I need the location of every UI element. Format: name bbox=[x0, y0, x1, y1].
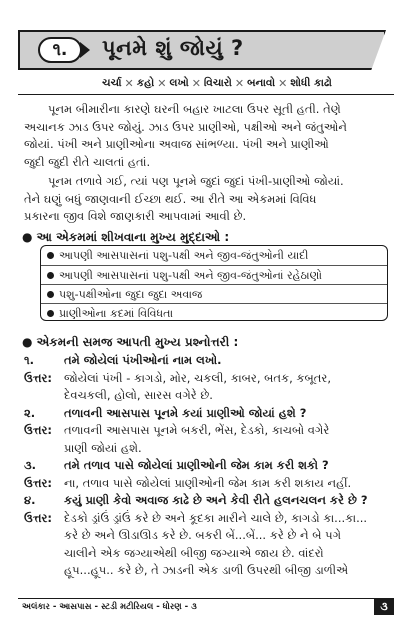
paragraph-line: જુદી જુદી રીતે ચાલતાં હતાં. bbox=[24, 154, 151, 169]
answer-row bbox=[24, 510, 392, 528]
activity-find: શોધી કાઢો bbox=[290, 76, 332, 89]
answer-text: જોયેલાં પંખી - કાગડો, મોર, ચકલી, કાબર, બતક, કબૂતર, bbox=[64, 370, 331, 385]
answer-text: ચાલીને એક જગ્યાએથી બીજી જગ્યાએ જાય છે. વાંદરો bbox=[64, 545, 324, 560]
separator-icon: ✕ bbox=[157, 76, 167, 90]
question-text: તમે જોયેલાં પંખીઓનાં નામ લખો. bbox=[64, 353, 222, 367]
question-number: ૨. bbox=[24, 405, 36, 420]
qa-section bbox=[24, 352, 392, 580]
paragraph-line: જોયાં. પંખી અને પ્રાણીઓના અવાજ સાંભળ્યા. પંખી અને પ્રાણીઓ bbox=[24, 137, 329, 151]
arrow-icon bbox=[80, 42, 90, 58]
bullet-icon bbox=[47, 272, 54, 279]
answer-text: કરે છે અને ઊડાઊડ કરે છે. બકરી બેં...બેં... કરે છે ને બે પગે bbox=[64, 528, 341, 542]
question-number: ૪. bbox=[24, 493, 36, 507]
answer-label: ઉત્તર: bbox=[24, 475, 53, 490]
question-row bbox=[24, 457, 392, 475]
question-text: તળાવની આસપાસ પૂનમે કયાં પ્રાણીઓ જોયાં હશે ? bbox=[64, 405, 307, 420]
bullet-icon bbox=[47, 291, 54, 298]
paragraph-line: પ્રકારના જીવ વિશે જાણકારી આપવામાં આવી છે. bbox=[24, 209, 247, 223]
paragraph-line: પૂનમ બીમારીના કારણે ઘરની બહાર ખાટલા ઉપર સૂતી હતી. તેણે bbox=[48, 102, 341, 116]
separator-icon: ✕ bbox=[278, 76, 288, 90]
question-row bbox=[24, 405, 392, 423]
intro-paragraph-2 bbox=[24, 173, 390, 226]
question-row bbox=[24, 352, 392, 370]
page-footer bbox=[18, 598, 394, 616]
answer-label: ઉત્તર: bbox=[24, 423, 53, 437]
footer-text: અલંકાર - આસપાસ - સ્ટડી મટીરિયલ - ધોરણ - ૩ bbox=[22, 602, 197, 612]
answer-text: દેવચકલી, હોલો, સારસ વગેરે છે. bbox=[64, 388, 213, 402]
intro-paragraph-1 bbox=[24, 101, 390, 171]
list-item bbox=[41, 246, 387, 265]
answer-row bbox=[24, 527, 392, 545]
answer-row bbox=[24, 387, 392, 405]
list-item-text: પ્રાણીઓના કદમાં વિવિધતા bbox=[59, 307, 174, 320]
paragraph-line: પૂનમ તળાવે ગઈ, ત્યાં પણ પૂનમે જુદાં જુદાં પંખી-પ્રાણીઓ જોયાં. bbox=[48, 174, 344, 188]
question-text: તમે તળાવ પાસે જોયેલાં પ્રાણીઓની જેમ કામ કરી શકો ? bbox=[64, 458, 329, 472]
answer-row bbox=[24, 422, 392, 440]
answer-label: ઉત્તર: bbox=[24, 510, 53, 525]
activity-write: લખો bbox=[169, 76, 189, 89]
separator-icon: ✕ bbox=[191, 76, 201, 90]
list-item-text: આપણી આસપાસનાં પશુ-પક્ષી અને જીવ-જંતુઓની યાદી bbox=[59, 249, 309, 262]
qa-heading: ● એકમની સમજ આપતી મુખ્ય પ્રશ્નોત્તરી : bbox=[22, 335, 239, 349]
list-item-text: આપણી આસપાસનાં પશુ-પક્ષી અને જીવ-જંતુઓનાં રહેઠાણો bbox=[59, 269, 322, 282]
activity-tell: કહો bbox=[136, 76, 155, 89]
list-item bbox=[41, 284, 387, 303]
answer-row bbox=[24, 562, 392, 580]
activity-strip bbox=[52, 74, 382, 92]
activity-discuss: ચર્ચા bbox=[102, 76, 122, 89]
separator-icon: ✕ bbox=[234, 76, 245, 90]
answer-text: પ્રાણી જોયાં હશે. bbox=[64, 440, 142, 455]
answer-text: તળાવની આસપાસ પૂનમે બકરી, ભેંસ, દેડકો, કાચબો વગેરે bbox=[64, 423, 330, 437]
activity-make: બનાવો bbox=[247, 76, 276, 89]
answer-text: દેડકો ડ્રાંઉં ડ્રાંઉં કરે છે અને કૂદકા મારીને ચાલે છે, કાગડો કા...કા... bbox=[64, 510, 368, 525]
answer-label: ઉત્તર: bbox=[24, 370, 53, 385]
separator-icon: ✕ bbox=[124, 76, 134, 90]
page-number: ૩ bbox=[374, 599, 394, 615]
answer-row bbox=[24, 440, 392, 458]
answer-text: હૂપ...હૂપ.. કરે છે, તે ઝાડની એક ડાળી ઉપરથી બીજી ડાળીએ bbox=[64, 563, 349, 577]
paragraph-line: અચાનક ઝાડ ઉપર જોયું. ઝાડ ઉપર પ્રાણીઓ, પક્ષીઓ અને જંતુઓને bbox=[24, 119, 347, 134]
key-points-box bbox=[40, 245, 388, 321]
answer-row bbox=[24, 545, 392, 563]
answer-row bbox=[24, 370, 392, 388]
question-text: કયું પ્રાણી કેવો અવાજ કાઢે છે અને કેવી રીતે હલનચલન કરે છે ? bbox=[64, 493, 368, 507]
divider bbox=[18, 94, 394, 95]
answer-row bbox=[24, 475, 392, 493]
activity-think: વિચારો bbox=[203, 76, 232, 89]
list-item bbox=[41, 303, 387, 322]
chapter-header bbox=[18, 30, 396, 70]
question-number: ૧. bbox=[24, 353, 35, 367]
list-item-text: પશુ-પક્ષીઓના જુદા જુદા અવાજ bbox=[59, 288, 203, 301]
chapter-number: ૧. bbox=[38, 37, 82, 63]
question-row bbox=[24, 492, 392, 510]
question-number: ૩. bbox=[24, 458, 37, 472]
bullet-icon bbox=[47, 252, 54, 259]
chapter-title: પૂનમે શું જોયું ? bbox=[102, 36, 244, 60]
list-item bbox=[41, 265, 387, 284]
key-points-heading: ● આ એકમમાં શીખવાના મુખ્ય મુદ્દાઓ : bbox=[22, 230, 230, 244]
answer-text: ના, તળાવ પાસે જોયેલાં પ્રાણીઓની જેમ કામ કરી શકાય નહીં. bbox=[64, 475, 352, 490]
bullet-icon bbox=[47, 310, 54, 317]
paragraph-line: તેને ઘણું બધું જાણવાની ઈચ્છા થઈ. આ રીતે આ એકમમાં વિવિધ bbox=[24, 191, 317, 206]
